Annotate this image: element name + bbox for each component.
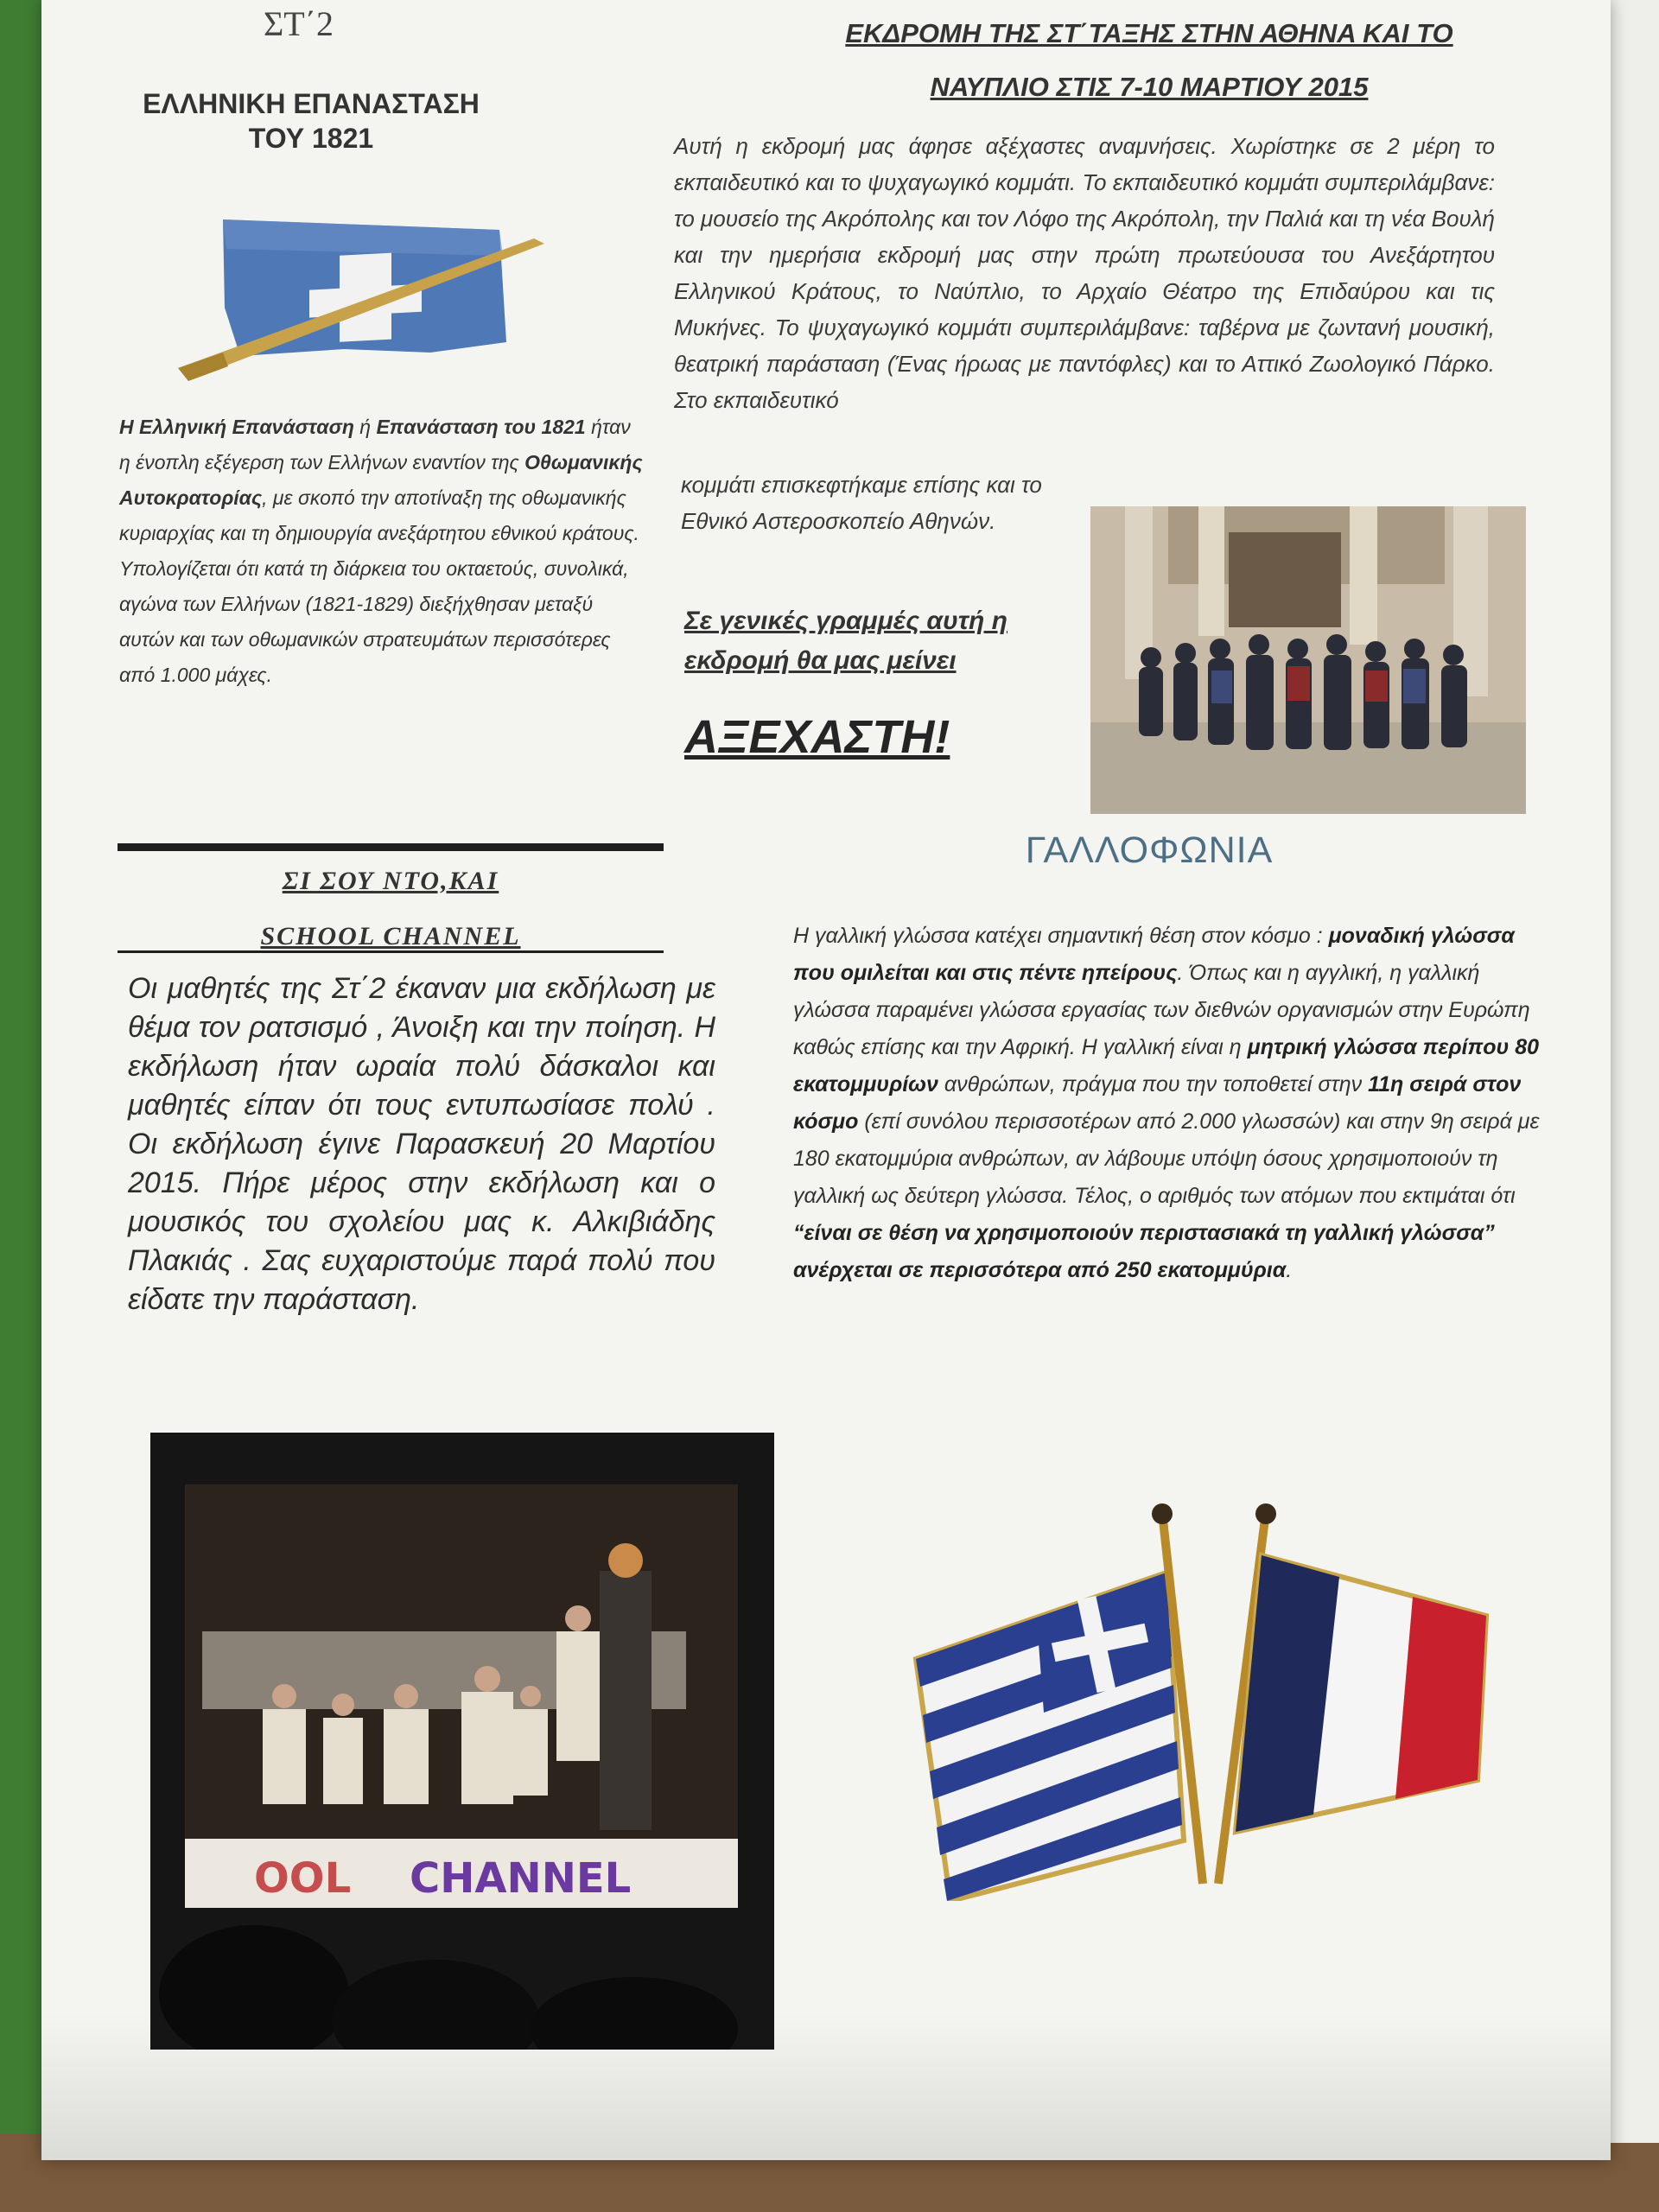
school-channel-title — [118, 854, 664, 964]
trip-unforgettable: ΑΞΕΧΑΣΤΗ! — [684, 711, 950, 763]
francophonie-text-4: (επί συνόλου περισσοτέρων από 2.000 γλωσσών) και στην 9η σειρά με 180 εκατομμύρια ανθρώπων, αν λάβουμε υπόψη όσους χρησιμοποιούν τη γαλλική ως δεύτερη γλώσσα. Τέλος, ο αριθμός των ατόμων που εκτιμάται ότι — [793, 1109, 1540, 1208]
banner-fragment-1: OOL — [254, 1854, 352, 1903]
school-channel-title-line2: SCHOOL CHANNEL — [260, 922, 521, 950]
section-rule — [118, 843, 664, 851]
school-event-photo — [150, 1433, 774, 2050]
french-flag-icon — [1236, 1555, 1486, 1832]
revolution-bold-1: Η Ελληνική Επανάσταση — [119, 416, 354, 438]
class-code: ΣΤ΄2 — [264, 4, 334, 43]
class-group-photo — [1090, 506, 1526, 814]
revolution-text-3: , με σκοπό την αποτίναξη της οθωμανικής κυριαρχίας και τη δημιουργία ανεξάρτητου εθνικού κράτους. Υπολογίζεται ότι κατά τη διάρκεια του οκταετούς, συνολικά, αγώνα των Ελλήνων (1821-1829) διεξήχθησαν μεταξύ αυτών και των οθωμανικών στρατευμάτων περισσότερες από 1.000 μάχες. — [119, 486, 639, 686]
revolution-text-1: ή — [353, 416, 377, 438]
trip-title-line1: ΕΚΔΡΟΜΗ ΤΗΣ ΣΤ΄ΤΑΞΗΣ ΣΤΗΝ ΑΘΗΝΑ ΚΑΙ ΤΟ — [845, 18, 1453, 48]
section-rule-thin — [118, 950, 664, 953]
francophonie-bold-3: 11η σειρά στον κόσμο — [793, 1072, 1522, 1134]
francophonie-bold-1: μοναδική γλώσσα που ομιλείται και στις πέντε ηπείρους — [793, 924, 1515, 985]
francophonie-title: ΓΑΛΛΟΦΩΝΙΑ — [1025, 830, 1274, 871]
revolution-bold-2: Επανάσταση του 1821 — [376, 416, 586, 438]
francophonie-bold-4: “είναι σε θέση να χρησιμοποιούν περιστασιακά τη γαλλική γλώσσα” ανέρχεται σε περισσότερα από 250 εκατομμύρια — [793, 1221, 1495, 1282]
trip-summary: Σε γενικές γραμμές αυτή η εκδρομή θα μας μείνει — [684, 607, 1007, 675]
revolution-text — [119, 410, 646, 693]
trip-paragraph-continued: κομμάτι επισκεφτήκαμε επίσης και το Εθνικό Αστεροσκοπείο Αθηνών. — [681, 472, 1042, 534]
francophonie-text-5: . — [1286, 1258, 1293, 1282]
trip-title-line2: ΝΑΥΠΛΙΟ ΣΤΙΣ 7-10 ΜΑΡΤΙΟΥ 2015 — [930, 72, 1369, 102]
school-event-art — [150, 1433, 774, 2050]
revolution-title: ΕΛΛΗΝΙΚΗ ΕΠΑΝΑΣΤΑΣΗ ΤΟΥ 1821 — [143, 88, 480, 154]
banner-fragment-2: CHANNEL — [410, 1854, 632, 1903]
trip-title — [657, 7, 1642, 114]
francophonie-bold-2: μητρική γλώσσα περίπου 80 εκατομμυρίων — [793, 1035, 1540, 1096]
school-channel-title-line1: ΣΙ ΣΟΥ ΝΤΟ,ΚΑΙ — [282, 867, 499, 895]
francophonie-text — [793, 918, 1545, 1289]
group-photo-art — [1090, 506, 1526, 814]
trip-paragraph: Αυτή η εκδρομή μας άφησε αξέχαστες αναμνήσεις. Χωρίστηκε σε 2 μέρη το εκπαιδευτικό και το ψυχαγωγικό κομμάτι. Το εκπαιδευτικό κομμάτι συμπεριλάμβανε: το μουσείο της Ακρόπολης και τον Λόφο της Ακρόπολη, την Παλιά και τη νέα Βουλή και την ημερήσια εκδρομή μας στην πρώτη πρωτεύουσα του Ανεξάρτητου Ελληνικού Κράτους, το Ναύπλιο, το Αρχαίο Θέατρο της Επιδαύρου και τις Μυκήνες. Το ψυχαγωγικό κομμάτι συμπεριλάμβανε: ταβέρνα με ζωντανή μουσική, θεατρική παράσταση (Ένας ήρωας με παντόφλες) και το Αττικό Ζωολογικό Πάρκο. Στο εκπαιδευτικό — [674, 133, 1495, 413]
greek-flag-rifle-image — [171, 204, 560, 385]
francophonie-text-3: ανθρώπων, πράγμα που την τοποθετεί στην — [938, 1072, 1369, 1096]
background-right — [1611, 0, 1659, 2143]
revolution-text-2: ήταν η ένοπλη εξέγερση των Ελλήνων εναντίον της — [119, 416, 631, 474]
revolution-bold-3: Οθωμανικής Αυτοκρατορίας — [119, 451, 643, 509]
francophonie-text-1: Η γαλλική γλώσσα κατέχει σημαντική θέση στον κόσμο : — [793, 924, 1329, 948]
school-channel-text: Οι μαθητές της Στ΄2 έκαναν μια εκδήλωση με θέμα τον ρατσισμό , Άνοιξη και την ποίηση. Η εκδήλωση ήταν ωραία πολύ δάσκαλοι και μαθητές είπαν ότι τους εντυπωσίασε πολύ . Οι εκδήλωση έγινε Παρασκευή 20 Μαρτίου 2015. Πήρε μέρος στην εκδήλωση και ο μουσικός του σχολείου μας κ. Αλκιβιάδης Πλακιάς . Σας ευχαριστούμε παρά πολύ που είδατε την παράσταση. — [128, 972, 715, 1316]
francophonie-text-2: . Όπως και η αγγλική, η γαλλική γλώσσα παραμένει γλώσσα εργασίας των διεθνών οργανισμών στην Ευρώπη καθώς επίσης και την Αφρική. Η γαλλική είναι η — [793, 961, 1530, 1059]
greek-flag-icon — [916, 1573, 1184, 1901]
greece-france-flags-pin — [899, 1495, 1503, 1901]
